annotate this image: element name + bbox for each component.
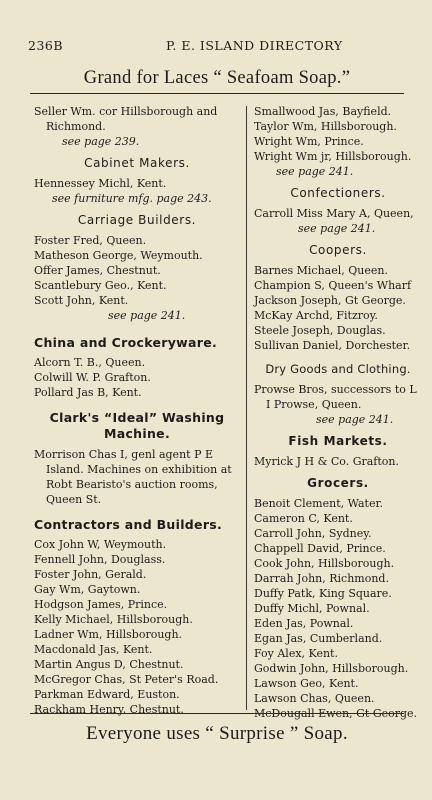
listing-entry: Lawson Geo, Kent. bbox=[254, 677, 359, 690]
listing-entry: Jackson Joseph, Gt George. bbox=[254, 294, 406, 307]
listing-entry: Prowse Bros, successors to L I Prowse, Queen. bbox=[254, 383, 417, 411]
section-heading-clarks-washing-machine: Clark's “Ideal” Washing Machine. bbox=[49, 410, 225, 441]
listing-entry: Macdonald Jas, Kent. bbox=[34, 643, 153, 656]
listing-entry: Godwin John, Hillsborough. bbox=[254, 662, 409, 675]
listing-entry: Foy Alex, Kent. bbox=[254, 647, 338, 660]
listing-entry: Chappell David, Prince. bbox=[254, 542, 386, 555]
listing-entry: McDougall Ewen, Gt George. bbox=[254, 707, 418, 720]
listing-entry: Wright Wm, Prince. bbox=[254, 135, 364, 148]
listing-entry: Hennessey Michl, Kent. bbox=[34, 177, 167, 190]
page-number: 236B bbox=[28, 38, 64, 53]
section-heading-confectioners: Confectioners. bbox=[290, 186, 386, 200]
right-column bbox=[254, 104, 422, 721]
listing-entry: McKay Archd, Fitzroy. bbox=[254, 309, 378, 322]
listing-entry: Carroll John, Sydney. bbox=[254, 527, 372, 540]
see-page-reference: see page 241. bbox=[108, 309, 186, 322]
listing-entry: Fennell John, Douglass. bbox=[34, 553, 166, 566]
listing-entry: Rackham Henry, Chestnut. bbox=[34, 703, 184, 716]
listing-entry: Cook John, Hillsborough. bbox=[254, 557, 395, 570]
listing-entry: Foster John, Gerald. bbox=[34, 568, 147, 581]
section-heading-contractors-builders: Contractors and Builders. bbox=[34, 517, 223, 532]
listing-entry: Matheson George, Weymouth. bbox=[34, 249, 203, 262]
listing-entry: Smallwood Jas, Bayfield. bbox=[254, 105, 392, 118]
section-heading-fish-markets: Fish Markets. bbox=[288, 434, 388, 448]
section-heading-coopers: Coopers. bbox=[309, 243, 367, 257]
section-heading-grocers: Grocers. bbox=[307, 476, 369, 490]
top-advert-banner: Grand for Laces “ Seafoam Soap.” bbox=[30, 68, 404, 94]
listing-entry: Hodgson James, Prince. bbox=[34, 598, 168, 611]
listing-entry: Egan Jas, Cumberland. bbox=[254, 632, 383, 645]
listing-entry: Wright Wm jr, Hillsborough. bbox=[254, 150, 412, 163]
listing-entry: Darrah John, Richmond. bbox=[254, 572, 389, 585]
see-page-reference: see furniture mfg. page 243. bbox=[52, 192, 212, 205]
listing-entry: Foster Fred, Queen. bbox=[34, 234, 147, 247]
listing-entry: Duffy Michl, Pownal. bbox=[254, 602, 370, 615]
listing-entry: Champion S, Queen's Wharf bbox=[254, 279, 412, 292]
listing-entry: Offer James, Chestnut. bbox=[34, 264, 161, 277]
listing-entry: Ladner Wm, Hillsborough. bbox=[34, 628, 183, 641]
listing-entry: Gay Wm, Gaytown. bbox=[34, 583, 141, 596]
listing-entry: Kelly Michael, Hillsborough. bbox=[34, 613, 193, 626]
listing-entry: Myrick J H & Co. Grafton. bbox=[254, 455, 399, 468]
listing-entry: Lawson Chas, Queen. bbox=[254, 692, 375, 705]
listing-entry: Taylor Wm, Hillsborough. bbox=[254, 120, 397, 133]
section-heading-cabinet-makers: Cabinet Makers. bbox=[84, 156, 190, 170]
see-page-reference: see page 241. bbox=[316, 413, 394, 426]
listing-entry: Sullivan Daniel, Dorchester. bbox=[254, 339, 411, 352]
section-heading-china-crockeryware: China and Crockeryware. bbox=[34, 335, 218, 350]
listing-entry: Cox John W, Weymouth. bbox=[34, 538, 167, 551]
listing-entry: Eden Jas, Pownal. bbox=[254, 617, 354, 630]
listing-entry: Martin Angus D, Chestnut. bbox=[34, 658, 184, 671]
listing-entry: Duffy Patk, King Square. bbox=[254, 587, 392, 600]
listing-entry: Pollard Jas B, Kent. bbox=[34, 386, 142, 399]
listing-entry: Colwill W. P. Grafton. bbox=[34, 371, 151, 384]
listing-entry: Cameron C, Kent. bbox=[254, 512, 353, 525]
directory-title: P. E. ISLAND DIRECTORY bbox=[166, 38, 343, 53]
see-page-reference: see page 241. bbox=[298, 222, 376, 235]
bottom-advert-banner: Everyone uses “ Surprise ” Soap. bbox=[30, 713, 404, 745]
listing-entry: Scott John, Kent. bbox=[34, 294, 129, 307]
column-divider bbox=[246, 106, 247, 710]
left-column bbox=[34, 104, 240, 717]
section-heading-dry-goods-clothing: Dry Goods and Clothing. bbox=[265, 362, 411, 376]
listing-entry: McGregor Chas, St Peter's Road. bbox=[34, 673, 219, 686]
listing-entry: Scantlebury Geo., Kent. bbox=[34, 279, 167, 292]
see-page-reference: see page 241. bbox=[276, 165, 354, 178]
section-heading-carriage-builders: Carriage Builders. bbox=[77, 213, 197, 227]
listing-entry: Benoit Clement, Water. bbox=[254, 497, 384, 510]
listing-entry: Barnes Michael, Queen. bbox=[254, 264, 388, 277]
see-page-reference: see page 239. bbox=[62, 135, 140, 148]
listing-entry: Steele Joseph, Douglas. bbox=[254, 324, 386, 337]
listing-entry: Carroll Miss Mary A, Queen, bbox=[254, 207, 414, 220]
listing-entry: Alcorn T. B., Queen. bbox=[34, 356, 146, 369]
listing-entry: Seller Wm. cor Hillsborough and Richmond. bbox=[34, 105, 218, 133]
listing-entry: Parkman Edward, Euston. bbox=[34, 688, 180, 701]
listing-entry: Morrison Chas I, genl agent P E Island. Machines on exhibition at Robt Bearisto's auction rooms, Queen St. bbox=[34, 448, 232, 506]
